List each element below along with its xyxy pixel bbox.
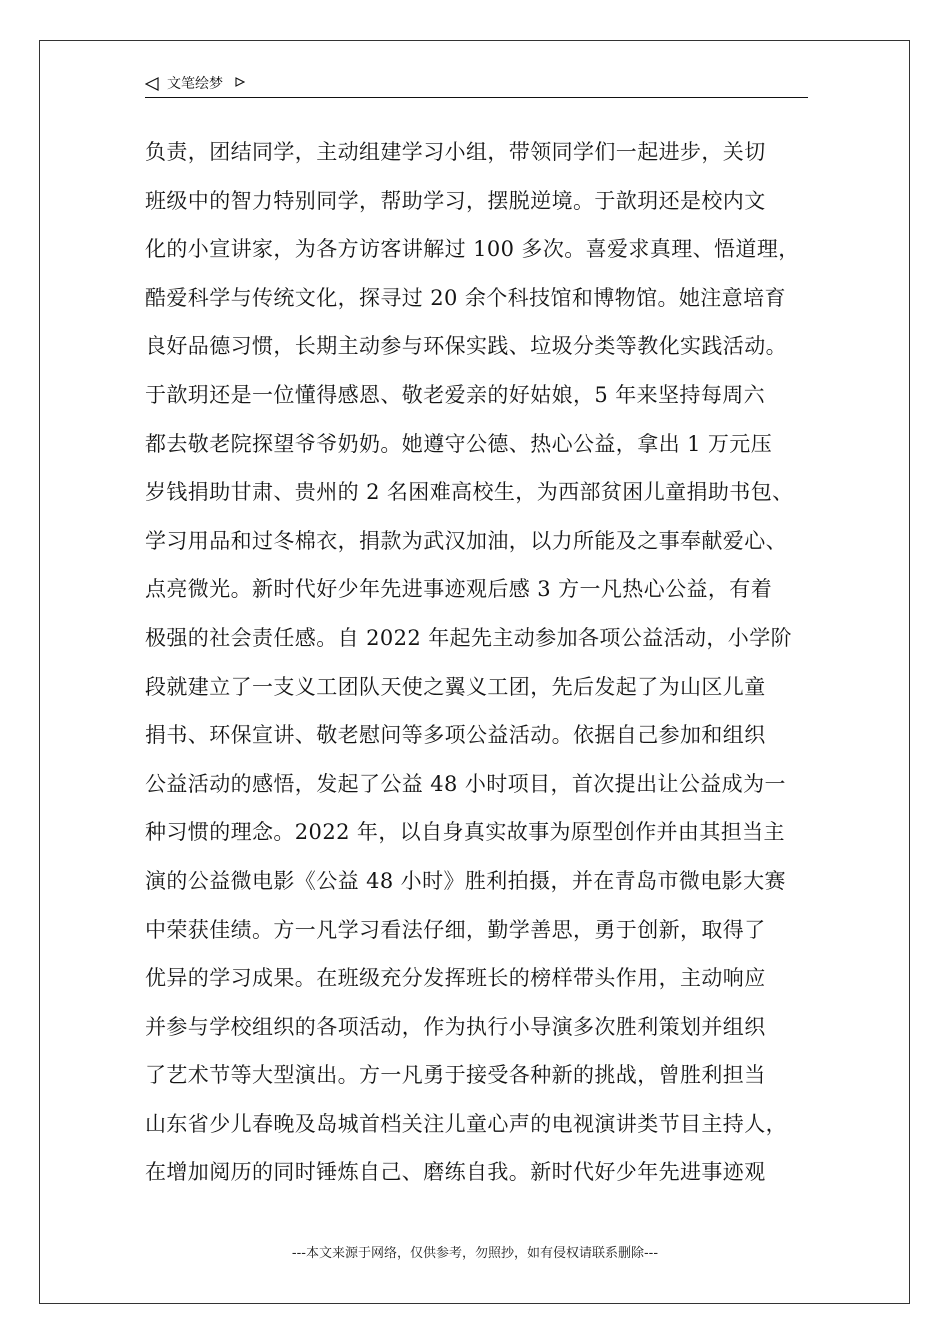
text-line: 中荣获佳绩。方一凡学习看法仔细，勤学善思，勇于创新，取得了: [145, 917, 766, 942]
text-line: 山东省少儿春晚及岛城首档关注儿童心声的电视演讲类节目主持人，: [145, 1111, 787, 1136]
text-line: 捐书、环保宣讲、敬老慰问等多项公益活动。依据自己参加和组织: [145, 723, 766, 748]
text-line: 于歆玥还是一位懂得感恩、敬老爱亲的好姑娘，5 年来坚持每周六: [145, 382, 766, 407]
text-line: 良好品德习惯，长期主动参与环保实践、垃圾分类等教化实践活动。: [145, 334, 787, 359]
triangle-left-outline-icon: [145, 77, 159, 91]
text-line: 在增加阅历的同时锤炼自己、磨练自我。新时代好少年先进事迹观: [145, 1160, 766, 1185]
footer-disclaimer: ---本文来源于网络，仅供参考，勿照抄，如有侵权请联系删除---: [291, 1246, 659, 1261]
header-title: 文笔绘梦: [167, 76, 223, 92]
body-text: [145, 128, 825, 1197]
text-line: 负责，团结同学，主动组建学习小组，带领同学们一起进步，关切: [145, 140, 766, 164]
triangle-right-outline-icon: [235, 77, 245, 87]
text-line: 演的公益微电影《公益 48 小时》胜利拍摄，并在青岛市微电影大赛: [145, 868, 786, 893]
text-line: 优异的学习成果。在班级充分发挥班长的榜样带头作用，主动响应: [145, 966, 766, 991]
text-line: 公益活动的感悟，发起了公益 48 小时项目，首次提出让公益成为一: [145, 771, 786, 796]
text-line: 点亮微光。新时代好少年先进事迹观后感 3 方一凡热心公益，有着: [145, 577, 773, 602]
text-line: 了艺术节等大型演出。方一凡勇于接受各种新的挑战，曾胜利担当: [145, 1063, 766, 1088]
text-line: 种习惯的理念。2022 年，以自身真实故事为原型创作并由其担当主: [145, 820, 785, 845]
text-line: 岁钱捐助甘肃、贵州的 2 名困难高校生，为西部贫困儿童捐助书包、: [145, 480, 794, 505]
text-line: 酷爱科学与传统文化，探寻过 20 余个科技馆和博物馆。她注意培育: [145, 285, 786, 310]
text-line: 班级中的智力特别同学，帮助学习，摆脱逆境。于歆玥还是校内文: [145, 188, 766, 213]
page-header: [145, 72, 808, 98]
text-line: 段就建立了一支义工团队天使之翼义工团，先后发起了为山区儿童: [145, 674, 766, 699]
text-line: 化的小宣讲家，为各方访客讲解过 100 多次。喜爱求真理、悟道理，: [145, 237, 800, 262]
text-line: 学习用品和过冬棉衣，捐款为武汉加油，以力所能及之事奉献爱心、: [145, 528, 787, 553]
text-line: 极强的社会责任感。自 2022 年起先主动参加各项公益活动，小学阶: [145, 625, 792, 650]
text-line: 都去敬老院探望爷爷奶奶。她遵守公德、热心公益，拿出 1 万元压: [145, 431, 773, 456]
text-line: 并参与学校组织的各项活动，作为执行小导演多次胜利策划并组织: [145, 1014, 766, 1039]
